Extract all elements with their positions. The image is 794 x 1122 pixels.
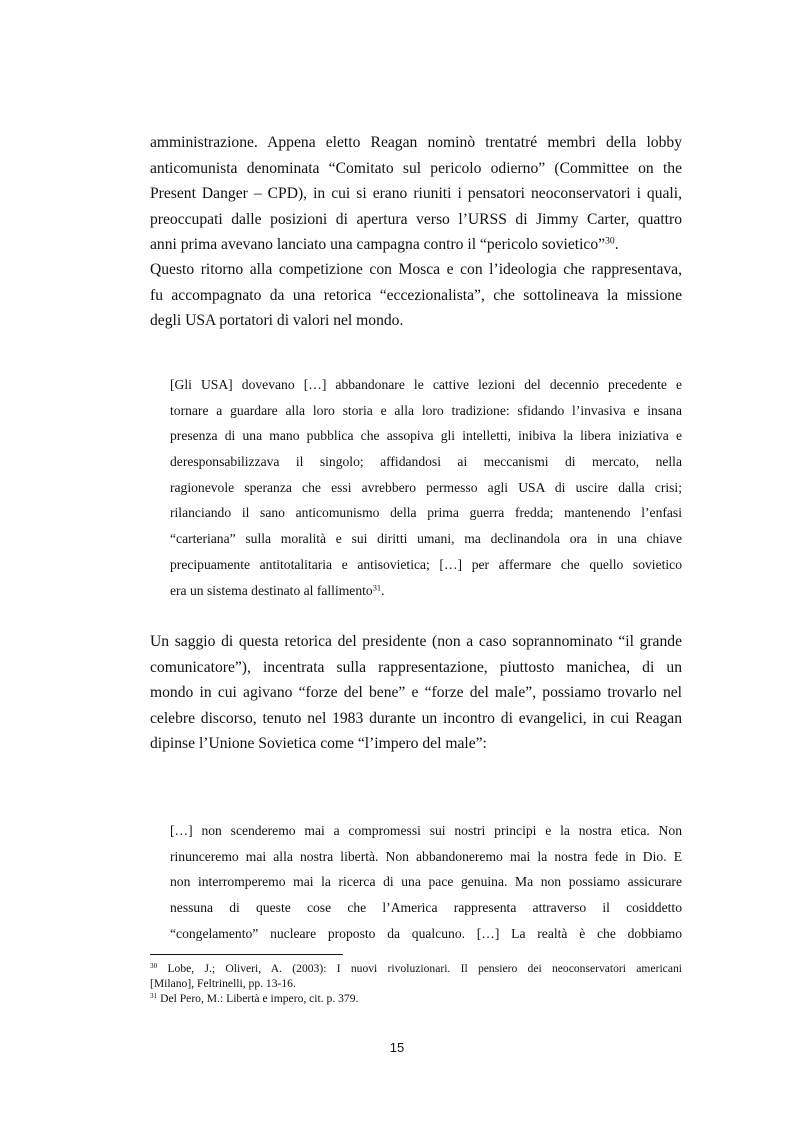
text-line: preoccupati dalle posizioni di apertura verso l’URSS di Jimmy Carter, quattro bbox=[150, 210, 682, 228]
text-line: amministrazione. Appena eletto Reagan nominò trentatré membri della lobby bbox=[150, 134, 682, 151]
quote-line: [Gli USA] dovevano […] abbandonare le cattive lezioni del decennio precedente e bbox=[170, 377, 682, 392]
footnote-text: Lobe, J.; Oliveri, A. (2003): I nuovi rivoluzionari. Il pensiero dei neoconservatori americani bbox=[167, 962, 682, 975]
footnote-line bbox=[150, 961, 682, 976]
footnote-line: [Milano], Feltrinelli, pp. 13-16. bbox=[150, 977, 296, 990]
text-line: degli USA portatori di valori nel mondo. bbox=[150, 312, 404, 329]
text-line: celebre discorso, tenuto nel 1983 durante un incontro di evangelici, in cui Reagan bbox=[150, 709, 682, 727]
text-line: Un saggio di questa retorica del presidente (non a caso soprannominato “il grande bbox=[150, 633, 682, 650]
footnote-ref-31: 31 bbox=[372, 581, 382, 592]
quote-line: non interromperemo mai la ricerca di una pace genuina. Ma non possiamo assicurare bbox=[170, 874, 682, 890]
quote-line-content: era un sistema destinato al fallimento bbox=[170, 582, 373, 598]
text-line: Present Danger – CPD), in cui si erano riuniti i pensatori neoconservatori i quali, bbox=[150, 185, 682, 202]
quote-line: deresponsabilizzava il singolo; affidandosi ai meccanismi di mercato, nella bbox=[170, 454, 682, 470]
block-quote-1 bbox=[170, 372, 682, 603]
quote-line bbox=[170, 578, 682, 604]
quote-line: “congelamento” nucleare proposto da qualcuno. […] La realtà è che dobbiamo bbox=[170, 925, 682, 941]
footnotes bbox=[150, 961, 682, 1006]
text-line-tail: . bbox=[614, 236, 619, 253]
text-line: comunicatore”), incentrata sulla rappresentazione, piuttosto manichea, di un bbox=[150, 658, 682, 676]
text-line-content: anni prima avevano lanciato una campagna contro il “pericolo sovietico” bbox=[150, 236, 606, 253]
text-line bbox=[150, 232, 682, 258]
text-line: mondo in cui agivano “forze del bene” e “forze del male”, possiamo trovarlo nel bbox=[150, 684, 682, 701]
quote-line: […] non scenderemo mai a compromessi sui nostri principi e la nostra etica. Non bbox=[170, 823, 682, 838]
body-paragraph-3 bbox=[150, 629, 682, 757]
footnote-30 bbox=[150, 961, 682, 991]
text-line: dipinse l’Unione Sovietica come “l’impero del male”: bbox=[150, 735, 487, 752]
footnote-number: 31 bbox=[150, 992, 158, 1001]
quote-line-tail: . bbox=[381, 582, 385, 598]
body-paragraph-1 bbox=[150, 130, 682, 258]
quote-line: tornare a guardare alla loro storia e alla loro tradizione: sfidando l’invasiva e insana bbox=[170, 402, 682, 418]
body-paragraph-2 bbox=[150, 257, 682, 334]
footnote-separator bbox=[150, 954, 343, 955]
footnote-31 bbox=[150, 991, 682, 1006]
quote-line: rinunceremo mai alla nostra libertà. Non abbandoneremo mai la nostra fede in Dio. E bbox=[170, 848, 682, 864]
quote-line: ragionevole speranza che essi avrebbero permesso agli USA di uscire dalla crisi; bbox=[170, 479, 682, 495]
footnote-line bbox=[150, 991, 682, 1006]
text-line: fu accompagnato da una retorica “eccezionalista”, che sottolineava la missione bbox=[150, 286, 682, 304]
quote-line: precipuamente antitotalitaria e antisovietica; […] per affermare che quello sovietico bbox=[170, 556, 682, 572]
quote-line: rilanciando il sano anticomunismo della prima guerra fredda; mantenendo l’enfasi bbox=[170, 505, 682, 521]
text-line: anticomunista denominata “Comitato sul pericolo odierno” (Committee on the bbox=[150, 159, 682, 177]
text-line: Questo ritorno alla competizione con Mosca e con l’ideologia che rappresentava, bbox=[150, 261, 682, 278]
quote-line: “carteriana” sulla moralità e sui diritti umani, ma declinandola ora in una chiave bbox=[170, 531, 682, 547]
footnote-number: 30 bbox=[150, 962, 158, 971]
page-number: 15 bbox=[389, 1040, 405, 1055]
quote-line: nessuna di queste cose che l’America rappresenta attraverso il cosiddetto bbox=[170, 900, 682, 916]
quote-line: presenza di una mano pubblica che assopiva gli intelletti, inibiva la libera iniziativa e bbox=[170, 428, 682, 444]
block-quote-2 bbox=[170, 818, 682, 946]
footnote-text: Del Pero, M.: Libertà e impero, cit. p. 379. bbox=[160, 992, 359, 1005]
footnote-ref-30: 30 bbox=[605, 235, 615, 247]
